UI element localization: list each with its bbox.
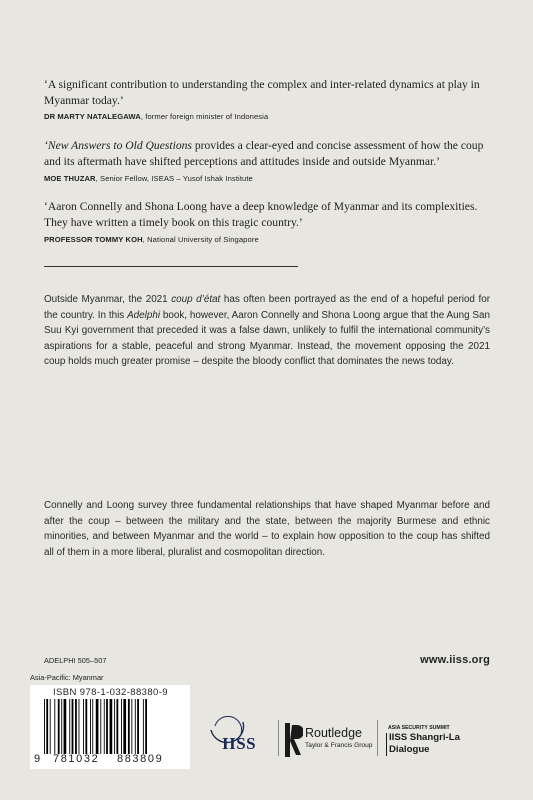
summit-small-label: ASIA SECURITY SUMMIT — [388, 725, 450, 731]
barcode-bar — [131, 699, 132, 754]
p1-coup-term: coup d’état — [171, 294, 221, 305]
barcode-bar — [104, 699, 105, 754]
logo-divider-1 — [278, 720, 279, 756]
barcode-bar — [61, 699, 62, 754]
barcode-bar — [58, 699, 60, 754]
barcode-bar — [79, 699, 80, 754]
barcode-bar — [50, 699, 51, 754]
barcode-bar — [44, 699, 45, 754]
quote-3-text: ‘Aaron Connelly and Shona Loong have a deep knowledge of Myanmar and its complexities. They have written a timely book on this tragic country.’ — [44, 200, 478, 229]
isbn-label: ISBN 978-1-032-88380-9 — [53, 687, 168, 698]
barcode-bar — [83, 699, 84, 754]
routledge-subtitle: Taylor & Francis Group — [305, 742, 373, 749]
routledge-r-icon — [285, 723, 303, 757]
quote-2-book-title: ‘New Answers to Old Questions — [44, 139, 192, 152]
quote-2-attribution — [44, 174, 253, 183]
website-url[interactable]: www.iiss.org — [420, 654, 490, 666]
barcode-bar — [90, 699, 91, 754]
barcode-bar — [145, 699, 147, 754]
barcode-bar — [100, 699, 101, 754]
barcode-bar — [121, 699, 122, 754]
quote-1-attribution — [44, 112, 268, 121]
barcode-bar — [110, 699, 113, 754]
description-paragraph-2: Connelly and Loong survey three fundamental relationships that have shaped Myanmar before and after the coup – between the military and the state, between the majority Burmese and ethnic minorities, and between Myanmar and the world – to explain how opposition to the coup has shifted all of them in a more liberal, pluralist and cosmopolitan direction. — [44, 500, 490, 558]
barcode-digits-right: 883809 — [117, 753, 164, 765]
description-paragraph-1 — [44, 292, 490, 370]
barcode-bar — [137, 699, 139, 754]
summit-name-line-1: IISS Shangri-La — [389, 732, 460, 743]
divider-rule — [44, 266, 298, 267]
p1-part-b: has often been portrayed as the end of a hopeful period for the country. In this — [44, 294, 490, 321]
category-label: Asia-Pacific: Myanmar — [30, 673, 104, 682]
quote-1-role: , former foreign minister of Indonesia — [140, 112, 269, 121]
barcode-bar — [85, 699, 87, 754]
barcode-bar — [46, 699, 48, 754]
iiss-logo-text: IISS — [222, 734, 257, 753]
quote-3-attribution — [44, 235, 259, 244]
barcode-bar — [54, 699, 55, 754]
quote-2-role: , Senior Fellow, ISEAS – Yusof Ishak Institute — [95, 174, 253, 183]
p1-adelphi-term: Adelphi — [127, 309, 161, 321]
barcode-bar — [64, 699, 67, 754]
quote-2-text — [44, 138, 492, 169]
barcode-digit-lead: 9 — [34, 753, 41, 765]
quote-2-body: provides a clear-eyed and concise assessment of how the coup and its aftermath have shifted perceptions and attitudes inside and outside Myanmar.’ — [44, 139, 484, 168]
barcode-bar — [72, 699, 74, 754]
quote-3-author: PROFESSOR TOMMY KOH — [44, 235, 143, 244]
p1-part-c: book, however, Aaron Connelly and Shona Loong argue that the Aung San Suu Kyi government that preceded it was a false dawn, unlikely to fulfil the international community’s aspirations for a stable, peaceful and strong Myanmar. Instead, the movement opposing the 2021 coup holds much greater promise – despite the bloody conflict that dominates the news today. — [44, 309, 490, 368]
barcode-digits-left: 781032 — [53, 753, 100, 765]
barcode-graphic — [44, 699, 182, 754]
quote-3-role: , National University of Singapore — [142, 235, 259, 244]
summit-name-line-2: Dialogue — [389, 744, 430, 755]
barcode-bar — [143, 699, 144, 754]
series-label: ADELPHI 505–507 — [44, 656, 107, 665]
barcode-bar — [75, 699, 77, 754]
logo-divider-2 — [377, 720, 378, 756]
barcode-bar — [96, 699, 99, 754]
quote-2-author: MOE THUZAR — [44, 174, 96, 183]
barcode-bar — [114, 699, 115, 754]
barcode-bar — [128, 699, 130, 754]
quote-1-author: DR MARTY NATALEGAWA — [44, 112, 141, 121]
barcode-bar — [116, 699, 118, 754]
barcode-bar — [69, 699, 70, 754]
barcode-bar — [92, 699, 93, 754]
barcode-bar — [135, 699, 136, 754]
p1-part-a: Outside Myanmar, the 2021 — [44, 294, 172, 305]
summit-accent-bar — [386, 733, 387, 756]
barcode-bar — [123, 699, 126, 754]
barcode-bar — [106, 699, 108, 754]
routledge-logo-text: Routledge — [305, 726, 362, 740]
quote-1-text: ‘A significant contribution to understanding the complex and inter-related dynamics at play in Myanmar today.’ — [44, 78, 480, 107]
